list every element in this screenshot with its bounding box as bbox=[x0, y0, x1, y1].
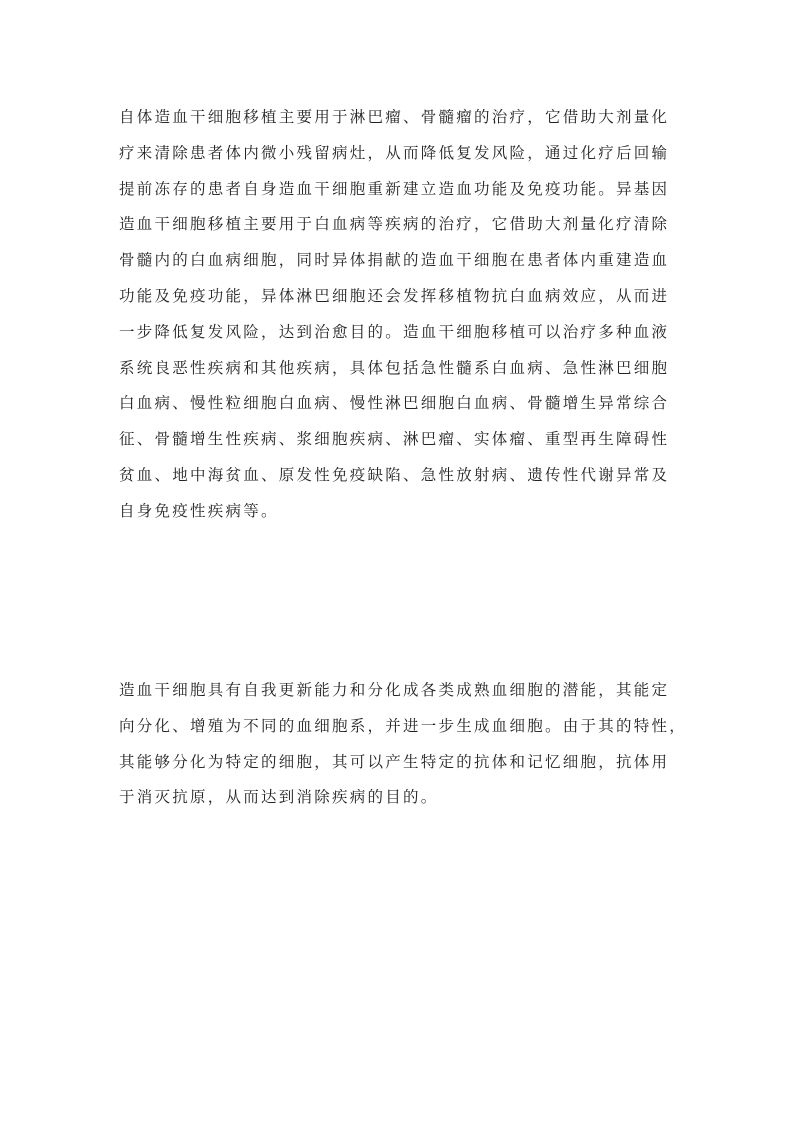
text-line: 白血病、慢性粒细胞白血病、慢性淋巴细胞白血病、骨髓增生异常综合 bbox=[119, 394, 670, 413]
text-line: 功能及免疫功能，异体淋巴细胞还会发挥移植物抗白血病效应，从而进 bbox=[119, 286, 670, 305]
text-line: 造血干细胞移植主要用于白血病等疾病的治疗，它借助大剂量化疗清除 bbox=[119, 215, 670, 234]
text-line: 系统良恶性疾病和其他疾病，具体包括急性髓系白血病、急性淋巴细胞 bbox=[119, 358, 670, 377]
text-line: 一步降低复发风险，达到治愈目的。造血干细胞移植可以治疗多种血液 bbox=[119, 322, 670, 341]
text-line: 于消灭抗原，从而达到消除疾病的目的。 bbox=[119, 788, 439, 807]
text-line: 贫血、地中海贫血、原发性免疫缺陷、急性放射病、遗传性代谢异常及 bbox=[119, 465, 670, 484]
paragraph-autologous-allogeneic-transplant bbox=[119, 104, 679, 534]
text-line: 造血干细胞具有自我更新能力和分化成各类成熟血细胞的潜能，其能定 bbox=[119, 681, 670, 699]
text-line: 自身免疫性疾病等。 bbox=[119, 501, 279, 520]
text-line: 自体造血干细胞移植主要用于淋巴瘤、骨髓瘤的治疗，它借助大剂量化 bbox=[119, 108, 670, 126]
text-line: 向分化、增殖为不同的血细胞系，并进一步生成血细胞。由于其的特性， bbox=[119, 716, 688, 735]
paragraph-stem-cell-properties bbox=[119, 677, 688, 820]
text-line: 其能够分化为特定的细胞，其可以产生特定的抗体和记忆细胞，抗体用 bbox=[119, 752, 670, 771]
text-line: 骨髓内的白血病细胞，同时异体捐献的造血干细胞在患者体内重建造血 bbox=[119, 251, 670, 270]
text-line: 征、骨髓增生性疾病、浆细胞疾病、淋巴瘤、实体瘤、重型再生障碍性 bbox=[119, 430, 670, 449]
text-line: 提前冻存的患者自身造血干细胞重新建立造血功能及免疫功能。异基因 bbox=[119, 179, 670, 198]
text-line: 疗来清除患者体内微小残留病灶，从而降低复发风险，通过化疗后回输 bbox=[119, 143, 670, 162]
